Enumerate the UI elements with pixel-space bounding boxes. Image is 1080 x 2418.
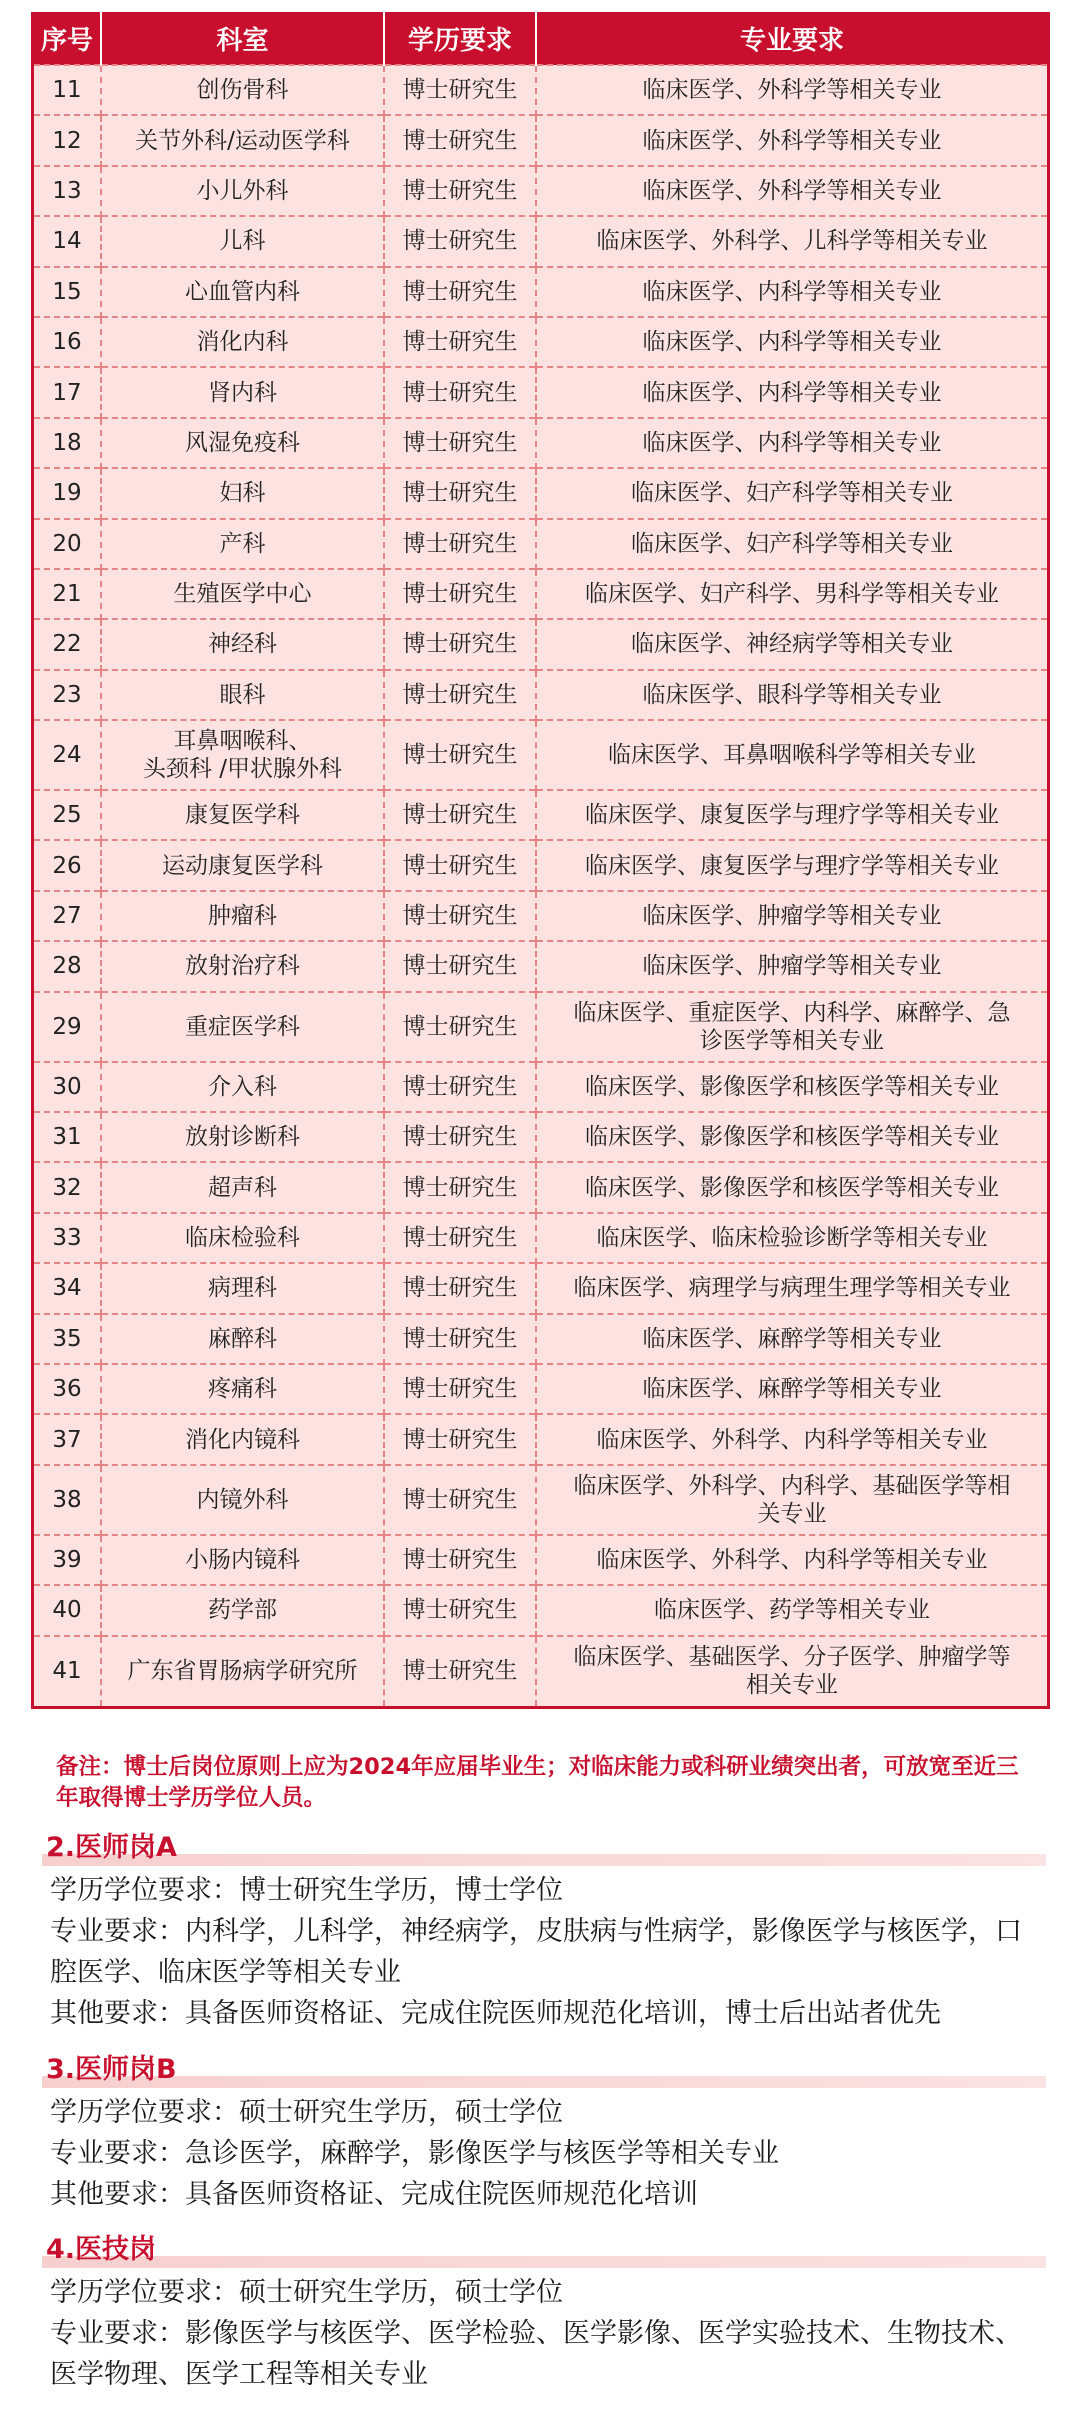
table-row [34, 992, 1047, 1062]
cell-index: 29 [34, 992, 101, 1062]
cell-major: 临床医学、神经病学等相关专业 [536, 619, 1047, 669]
cell-major: 临床医学、妇产科学等相关专业 [536, 519, 1047, 569]
section-body [42, 2270, 1042, 2395]
cell-department: 小肠内镜科 [101, 1535, 384, 1585]
cell-major: 临床医学、重症医学、内科学、麻醉学、急 诊医学等相关专业 [536, 992, 1047, 1062]
table-row [34, 115, 1047, 165]
cell-major: 临床医学、外科学、内科学、基础医学等相 关专业 [536, 1465, 1047, 1535]
cell-index: 14 [34, 216, 101, 266]
cell-index: 15 [34, 267, 101, 317]
header-major: 专业要求 [536, 12, 1047, 65]
requirement-line: 学历学位要求：硕士研究生学历，硕士学位 [50, 2277, 563, 2308]
table-note: 备注：博士后岗位原则上应为2024年应届毕业生；对临床能力或科研业绩突出者，可放宽至近三年取得博士学历学位人员。 [56, 1754, 1019, 1811]
table-row [34, 317, 1047, 367]
table-row [34, 418, 1047, 468]
cell-index: 36 [34, 1364, 101, 1414]
cell-education: 博士研究生 [384, 840, 536, 890]
cell-education: 博士研究生 [384, 670, 536, 720]
cell-department: 风湿免疫科 [101, 418, 384, 468]
cell-education: 博士研究生 [384, 1213, 536, 1263]
cell-education: 博士研究生 [384, 115, 536, 165]
cell-major: 临床医学、妇产科学、男科学等相关专业 [536, 569, 1047, 619]
cell-major: 临床医学、影像医学和核医学等相关专业 [536, 1112, 1047, 1162]
table-row [34, 1062, 1047, 1112]
cell-department: 运动康复医学科 [101, 840, 384, 890]
table-row [34, 840, 1047, 890]
section-heading-bar [42, 2256, 1046, 2268]
cell-index: 37 [34, 1414, 101, 1464]
recruitment-table-container [31, 12, 1050, 1709]
cell-index: 16 [34, 317, 101, 367]
section-title: 3.医师岗B [46, 2054, 177, 2085]
section-title: 2.医师岗A [46, 1832, 177, 1863]
cell-department: 广东省胃肠病学研究所 [101, 1636, 384, 1706]
section-heading [42, 2230, 1042, 2270]
cell-department: 生殖医学中心 [101, 569, 384, 619]
cell-index: 31 [34, 1112, 101, 1162]
cell-major: 临床医学、内科学等相关专业 [536, 317, 1047, 367]
cell-department: 产科 [101, 519, 384, 569]
requirement-line: 专业要求：内科学，儿科学，神经病学，皮肤病与性病学，影像医学与核医学，口腔医学、临床医学等相关专业 [50, 1916, 1022, 1988]
cell-index: 13 [34, 166, 101, 216]
cell-major: 临床医学、影像医学和核医学等相关专业 [536, 1162, 1047, 1212]
cell-index: 38 [34, 1465, 101, 1535]
cell-index: 25 [34, 790, 101, 840]
header-education: 学历要求 [384, 12, 536, 65]
table-row [34, 1636, 1047, 1706]
cell-major: 临床医学、康复医学与理疗学等相关专业 [536, 840, 1047, 890]
cell-index: 32 [34, 1162, 101, 1212]
table-row [34, 569, 1047, 619]
cell-department: 放射诊断科 [101, 1112, 384, 1162]
cell-index: 27 [34, 891, 101, 941]
cell-department: 麻醉科 [101, 1314, 384, 1364]
cell-index: 24 [34, 720, 101, 790]
requirement-line: 其他要求：具备医师资格证、完成住院医师规范化培训 [50, 2179, 698, 2210]
cell-education: 博士研究生 [384, 569, 536, 619]
cell-major: 临床医学、外科学等相关专业 [536, 65, 1047, 115]
table-row [34, 216, 1047, 266]
cell-education: 博士研究生 [384, 468, 536, 518]
cell-department: 儿科 [101, 216, 384, 266]
cell-department: 消化内科 [101, 317, 384, 367]
table-row [34, 367, 1047, 417]
table-row [34, 619, 1047, 669]
cell-education: 博士研究生 [384, 1112, 536, 1162]
table-row [34, 267, 1047, 317]
cell-education: 博士研究生 [384, 619, 536, 669]
cell-index: 30 [34, 1062, 101, 1112]
cell-major: 临床医学、外科学、儿科学等相关专业 [536, 216, 1047, 266]
cell-department: 眼科 [101, 670, 384, 720]
section-doctor-a [42, 1828, 1042, 2034]
cell-index: 34 [34, 1263, 101, 1313]
cell-department: 病理科 [101, 1263, 384, 1313]
cell-major: 临床医学、内科学等相关专业 [536, 267, 1047, 317]
section-heading-bar [42, 1854, 1046, 1866]
cell-department: 神经科 [101, 619, 384, 669]
section-heading [42, 1828, 1042, 1868]
cell-education: 博士研究生 [384, 941, 536, 991]
cell-education: 博士研究生 [384, 1465, 536, 1535]
cell-major: 临床医学、麻醉学等相关专业 [536, 1364, 1047, 1414]
section-body [42, 1868, 1042, 2034]
cell-education: 博士研究生 [384, 317, 536, 367]
cell-department: 临床检验科 [101, 1213, 384, 1263]
cell-index: 39 [34, 1535, 101, 1585]
cell-department: 肿瘤科 [101, 891, 384, 941]
requirement-line: 其他要求：具备医师资格证、完成住院医师规范化培训，博士后出站者优先 [50, 1998, 941, 2029]
cell-index: 26 [34, 840, 101, 890]
table-row [34, 1465, 1047, 1535]
cell-major: 临床医学、基础医学、分子医学、肿瘤学等 相关专业 [536, 1636, 1047, 1706]
table-row [34, 166, 1047, 216]
cell-index: 21 [34, 569, 101, 619]
requirement-line: 学历学位要求：硕士研究生学历，硕士学位 [50, 2097, 563, 2128]
cell-education: 博士研究生 [384, 891, 536, 941]
cell-department: 重症医学科 [101, 992, 384, 1062]
table-row [34, 1162, 1047, 1212]
cell-department: 介入科 [101, 1062, 384, 1112]
requirement-line: 专业要求：影像医学与核医学、医学检验、医学影像、医学实验技术、生物技术、医学物理、医学工程等相关专业 [50, 2318, 1022, 2390]
header-index: 序号 [34, 12, 101, 65]
cell-index: 20 [34, 519, 101, 569]
section-technician [42, 2230, 1042, 2395]
cell-index: 33 [34, 1213, 101, 1263]
table-body [34, 65, 1047, 1706]
section-doctor-b [42, 2050, 1042, 2215]
cell-index: 22 [34, 619, 101, 669]
table-row [34, 519, 1047, 569]
cell-education: 博士研究生 [384, 1535, 536, 1585]
cell-major: 临床医学、内科学等相关专业 [536, 418, 1047, 468]
cell-major: 临床医学、眼科学等相关专业 [536, 670, 1047, 720]
cell-department: 小儿外科 [101, 166, 384, 216]
cell-major: 临床医学、外科学等相关专业 [536, 166, 1047, 216]
cell-education: 博士研究生 [384, 1162, 536, 1212]
section-title: 4.医技岗 [46, 2234, 157, 2265]
cell-education: 博士研究生 [384, 216, 536, 266]
cell-index: 35 [34, 1314, 101, 1364]
cell-education: 博士研究生 [384, 267, 536, 317]
cell-major: 临床医学、外科学、内科学等相关专业 [536, 1535, 1047, 1585]
cell-department: 心血管内科 [101, 267, 384, 317]
table-row [34, 891, 1047, 941]
cell-department: 疼痛科 [101, 1364, 384, 1414]
cell-department: 创伤骨科 [101, 65, 384, 115]
cell-department: 药学部 [101, 1585, 384, 1635]
table-row [34, 1263, 1047, 1313]
cell-department: 妇科 [101, 468, 384, 518]
table-row [34, 790, 1047, 840]
cell-index: 41 [34, 1636, 101, 1706]
requirement-line: 专业要求：急诊医学，麻醉学，影像医学与核医学等相关专业 [50, 2138, 779, 2169]
cell-index: 23 [34, 670, 101, 720]
cell-department: 放射治疗科 [101, 941, 384, 991]
cell-education: 博士研究生 [384, 367, 536, 417]
cell-department: 耳鼻咽喉科、 头颈科 /甲状腺外科 [101, 720, 384, 790]
table-row [34, 941, 1047, 991]
cell-major: 临床医学、麻醉学等相关专业 [536, 1314, 1047, 1364]
cell-education: 博士研究生 [384, 1364, 536, 1414]
section-heading [42, 2050, 1042, 2090]
cell-index: 17 [34, 367, 101, 417]
cell-major: 临床医学、耳鼻咽喉科学等相关专业 [536, 720, 1047, 790]
table-row [34, 1112, 1047, 1162]
cell-education: 博士研究生 [384, 1062, 536, 1112]
cell-education: 博士研究生 [384, 166, 536, 216]
table-row [34, 670, 1047, 720]
cell-major: 临床医学、影像医学和核医学等相关专业 [536, 1062, 1047, 1112]
cell-education: 博士研究生 [384, 1636, 536, 1706]
cell-education: 博士研究生 [384, 720, 536, 790]
cell-index: 11 [34, 65, 101, 115]
cell-education: 博士研究生 [384, 519, 536, 569]
cell-major: 临床医学、外科学等相关专业 [536, 115, 1047, 165]
table-row [34, 720, 1047, 790]
table-row [34, 1414, 1047, 1464]
section-body [42, 2090, 1042, 2215]
cell-major: 临床医学、康复医学与理疗学等相关专业 [536, 790, 1047, 840]
cell-major: 临床医学、肿瘤学等相关专业 [536, 891, 1047, 941]
cell-major: 临床医学、妇产科学等相关专业 [536, 468, 1047, 518]
cell-education: 博士研究生 [384, 790, 536, 840]
section-heading-bar [42, 2076, 1046, 2088]
table-header-row [34, 12, 1047, 65]
cell-education: 博士研究生 [384, 65, 536, 115]
table-row [34, 1364, 1047, 1414]
cell-education: 博士研究生 [384, 418, 536, 468]
cell-education: 博士研究生 [384, 1414, 536, 1464]
cell-index: 18 [34, 418, 101, 468]
table-row [34, 468, 1047, 518]
cell-department: 肾内科 [101, 367, 384, 417]
cell-department: 消化内镜科 [101, 1414, 384, 1464]
table-row [34, 1535, 1047, 1585]
cell-education: 博士研究生 [384, 1314, 536, 1364]
cell-department: 超声科 [101, 1162, 384, 1212]
cell-education: 博士研究生 [384, 1585, 536, 1635]
cell-major: 临床医学、药学等相关专业 [536, 1585, 1047, 1635]
cell-education: 博士研究生 [384, 992, 536, 1062]
requirement-line: 学历学位要求：博士研究生学历，博士学位 [50, 1875, 563, 1906]
header-department: 科室 [101, 12, 384, 65]
cell-index: 19 [34, 468, 101, 518]
cell-department: 关节外科/运动医学科 [101, 115, 384, 165]
table-row [34, 65, 1047, 115]
cell-index: 28 [34, 941, 101, 991]
table-row [34, 1314, 1047, 1364]
cell-education: 博士研究生 [384, 1263, 536, 1313]
cell-major: 临床医学、内科学等相关专业 [536, 367, 1047, 417]
cell-index: 40 [34, 1585, 101, 1635]
cell-major: 临床医学、外科学、内科学等相关专业 [536, 1414, 1047, 1464]
cell-department: 内镜外科 [101, 1465, 384, 1535]
cell-index: 12 [34, 115, 101, 165]
cell-department: 康复医学科 [101, 790, 384, 840]
cell-major: 临床医学、病理学与病理生理学等相关专业 [536, 1263, 1047, 1313]
table-row [34, 1585, 1047, 1635]
recruitment-table [34, 12, 1047, 1706]
cell-major: 临床医学、肿瘤学等相关专业 [536, 941, 1047, 991]
cell-major: 临床医学、临床检验诊断学等相关专业 [536, 1213, 1047, 1263]
table-row [34, 1213, 1047, 1263]
